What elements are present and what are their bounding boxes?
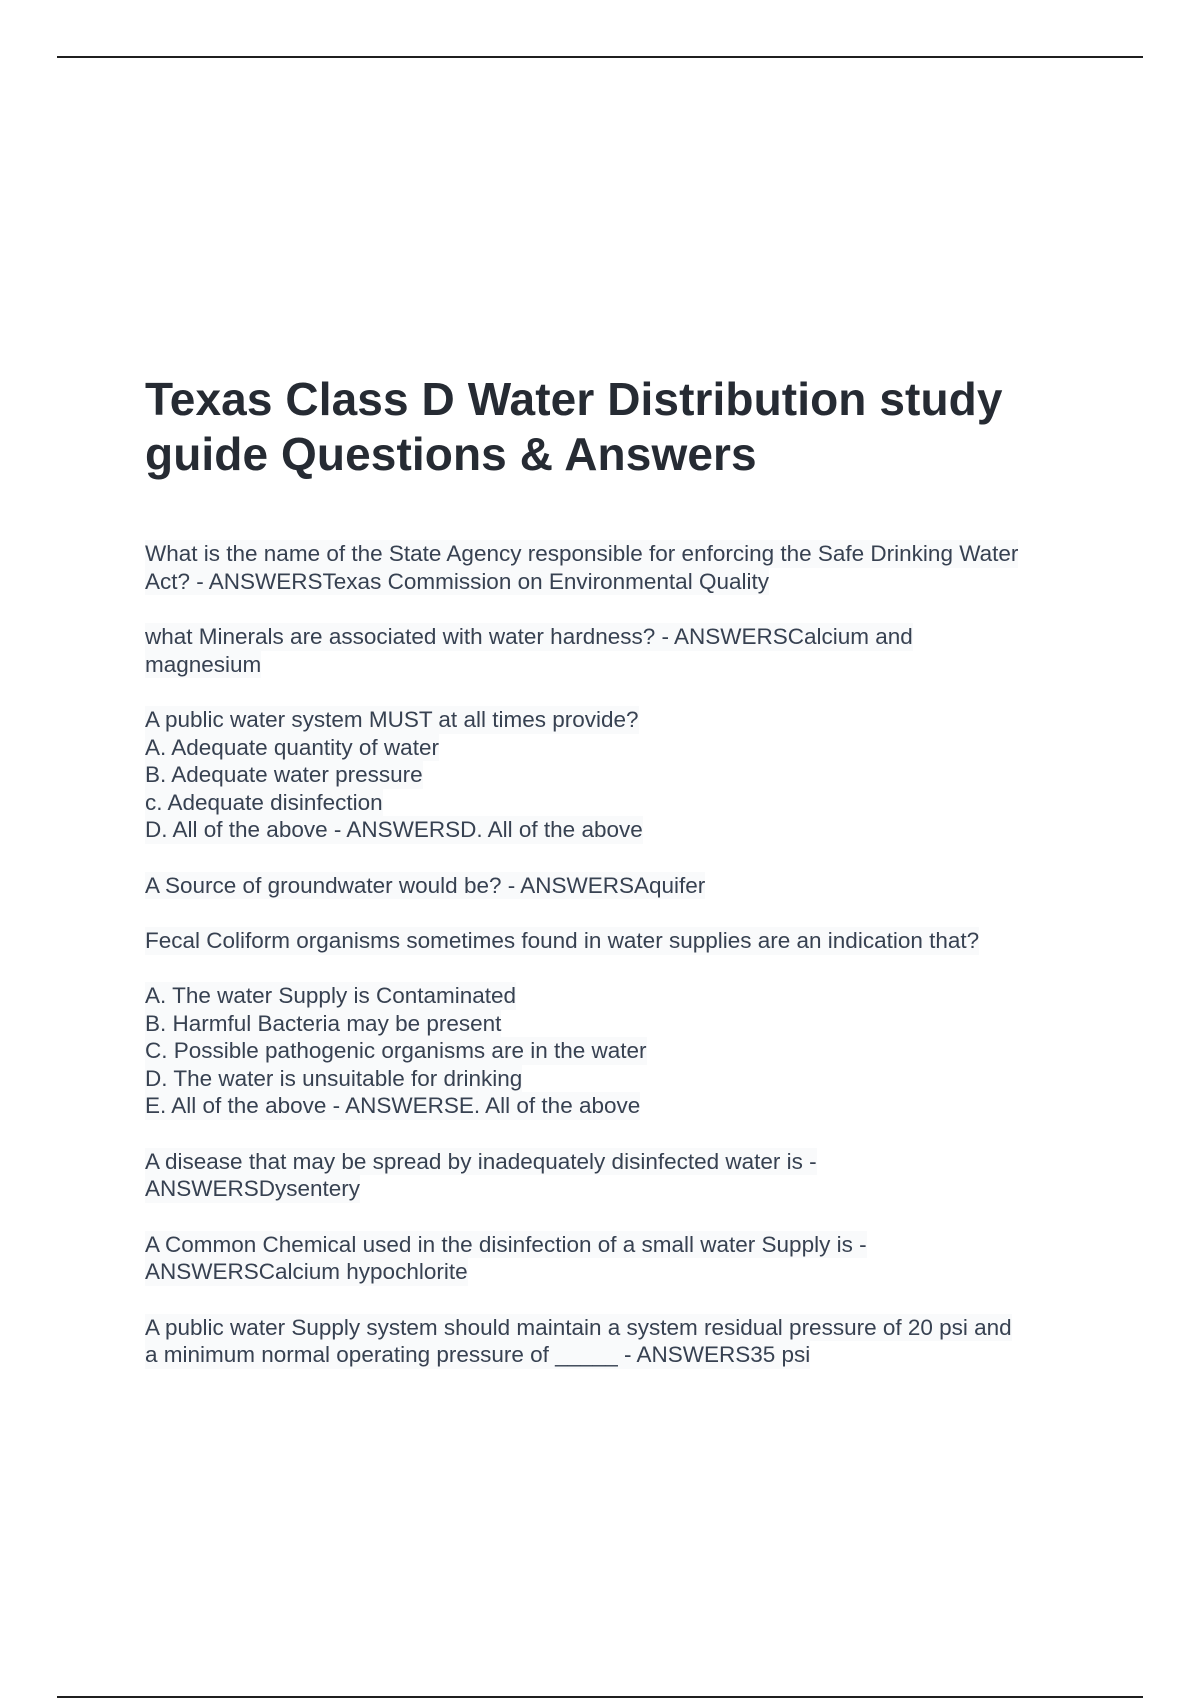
qa-line: ANSWERSDysentery bbox=[145, 1176, 361, 1201]
qa-item-7 bbox=[145, 1231, 1095, 1286]
qa-item-4 bbox=[145, 872, 1095, 900]
document-title bbox=[145, 372, 1095, 482]
qa-line: A. The water Supply is Contaminated bbox=[145, 983, 517, 1008]
qa-line: A public water system MUST at all times provide? bbox=[145, 707, 639, 732]
qa-line: ANSWERSCalcium hypochlorite bbox=[145, 1259, 468, 1284]
title-line-2: guide Questions & Answers bbox=[145, 428, 757, 480]
qa-line: A Common Chemical used in the disinfection of a small water Supply is - bbox=[145, 1231, 867, 1257]
qa-item-3 bbox=[145, 706, 1095, 844]
qa-line: A Source of groundwater would be? - ANSWERSAquifer bbox=[145, 872, 706, 898]
qa-line: what Minerals are associated with water hardness? - ANSWERSCalcium and bbox=[145, 624, 913, 649]
qa-line: c. Adequate disinfection bbox=[145, 789, 383, 815]
qa-line: Act? - ANSWERSTexas Commission on Environmental Quality bbox=[145, 568, 769, 594]
qa-line: a minimum normal operating pressure of _____ - ANSWERS35 psi bbox=[145, 1342, 811, 1367]
qa-line: Fecal Coliform organisms sometimes found in water supplies are an indication that? bbox=[145, 928, 980, 953]
qa-line: B. Adequate water pressure bbox=[145, 762, 423, 787]
qa-line: E. All of the above - ANSWERSE. All of the above bbox=[145, 1093, 641, 1118]
qa-item-5 bbox=[145, 927, 1095, 1120]
document-body bbox=[145, 372, 1095, 1397]
qa-line: magnesium bbox=[145, 651, 262, 677]
qa-item-1 bbox=[145, 540, 1095, 595]
top-rule bbox=[57, 56, 1143, 58]
qa-line: A. Adequate quantity of water bbox=[145, 734, 439, 760]
qa-line: B. Harmful Bacteria may be present bbox=[145, 1010, 502, 1036]
title-line-1: Texas Class D Water Distribution study bbox=[145, 373, 1003, 425]
qa-line: D. All of the above - ANSWERSD. All of the above bbox=[145, 817, 643, 842]
qa-item-6 bbox=[145, 1148, 1095, 1203]
qa-line: C. Possible pathogenic organisms are in the water bbox=[145, 1038, 647, 1063]
qa-line: D. The water is unsuitable for drinking bbox=[145, 1065, 523, 1091]
qa-item-2 bbox=[145, 623, 1095, 678]
bottom-rule bbox=[57, 1696, 1143, 1698]
qa-line: What is the name of the State Agency responsible for enforcing the Safe Drinking Water bbox=[145, 541, 1019, 566]
qa-line: A public water Supply system should maintain a system residual pressure of 20 psi and bbox=[145, 1314, 1012, 1340]
qa-line: A disease that may be spread by inadequately disinfected water is - bbox=[145, 1148, 817, 1174]
qa-item-8 bbox=[145, 1314, 1095, 1369]
